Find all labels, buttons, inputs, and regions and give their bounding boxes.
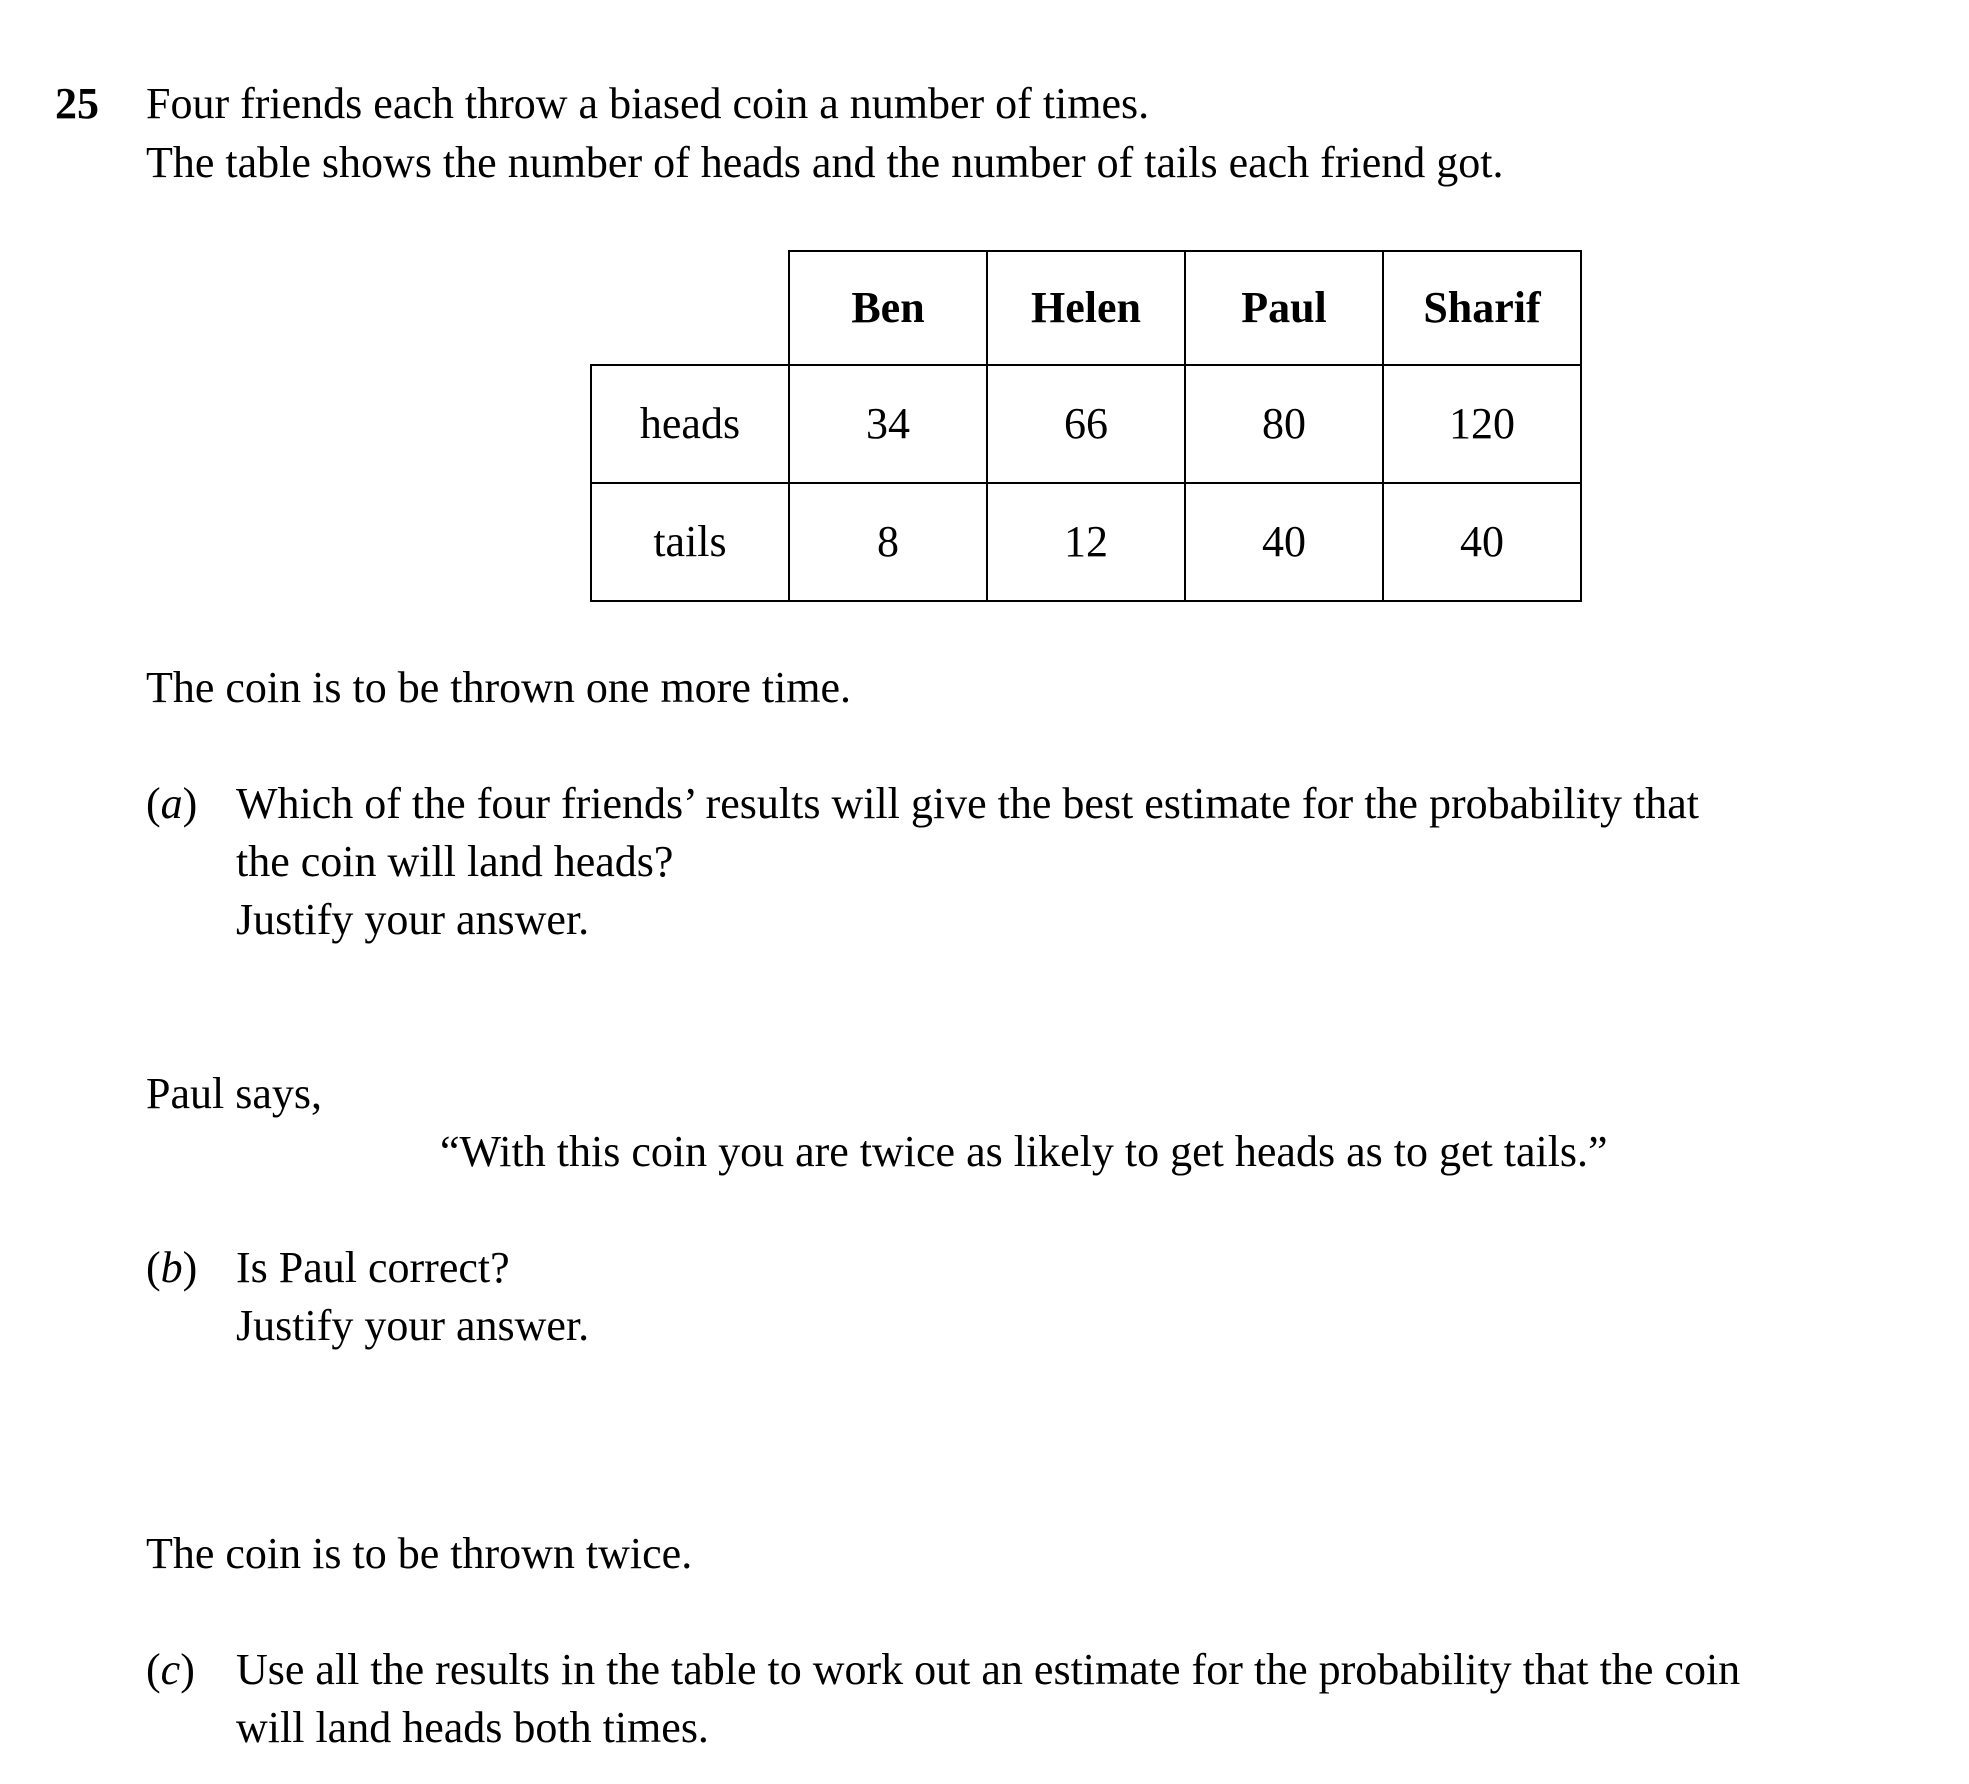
part-a-line-3: Justify your answer. [236, 895, 590, 944]
part-b-label [146, 1243, 198, 1292]
stem-one-more-time: The coin is to be thrown one more time. [146, 663, 852, 712]
intro-line-1: Four friends each throw a biased coin a number of times. [146, 79, 1150, 128]
table-header-row [591, 251, 1581, 365]
table-row-tails [591, 483, 1581, 601]
part-a-line-1: Which of the four friends’ results will give the best estimate for the probability that [236, 779, 1699, 828]
stem-thrown-twice: The coin is to be thrown twice. [146, 1529, 693, 1578]
table-cell: 120 [1383, 365, 1581, 483]
part-a-line-2: the coin will land heads? [236, 837, 674, 886]
part-c-line-1: Use all the results in the table to work out an estimate for the probability that the coin [236, 1645, 1741, 1694]
paul-says-label: Paul says, [146, 1069, 322, 1118]
question-number: 25 [55, 79, 99, 128]
part-b-close-paren: ) [182, 1243, 198, 1292]
table-cell: 66 [987, 365, 1185, 483]
paul-quote: “With this coin you are twice as likely to get heads as to get tails.” [440, 1127, 1608, 1176]
table-cell: 40 [1185, 483, 1383, 601]
part-a-label [146, 779, 198, 828]
part-c-open-paren: ( [146, 1645, 161, 1694]
row-label-tails: tails [591, 483, 789, 601]
column-header-sharif: Sharif [1383, 251, 1581, 365]
results-table [590, 250, 1582, 602]
part-c-line-2: will land heads both times. [236, 1703, 709, 1752]
part-c-close-paren: ) [180, 1645, 195, 1694]
column-header-helen: Helen [987, 251, 1185, 365]
part-a-close-paren: ) [182, 779, 198, 828]
part-a-open-paren: ( [146, 779, 161, 828]
column-header-paul: Paul [1185, 251, 1383, 365]
part-c-label [146, 1645, 195, 1694]
table-cell: 40 [1383, 483, 1581, 601]
table-cell: 8 [789, 483, 987, 601]
table-cell: 80 [1185, 365, 1383, 483]
part-b-line-1: Is Paul correct? [236, 1243, 510, 1292]
part-b-line-2: Justify your answer. [236, 1301, 590, 1350]
part-b-open-paren: ( [146, 1243, 161, 1292]
row-label-heads: heads [591, 365, 789, 483]
table-cell: 34 [789, 365, 987, 483]
part-b-letter: b [160, 1243, 183, 1292]
part-c-letter: c [160, 1645, 181, 1694]
table-cell: 12 [987, 483, 1185, 601]
table-corner-cell [591, 251, 789, 365]
table-row-heads [591, 365, 1581, 483]
intro-line-2: The table shows the number of heads and the number of tails each friend got. [146, 138, 1504, 187]
part-a-letter: a [160, 779, 183, 828]
column-header-ben: Ben [789, 251, 987, 365]
